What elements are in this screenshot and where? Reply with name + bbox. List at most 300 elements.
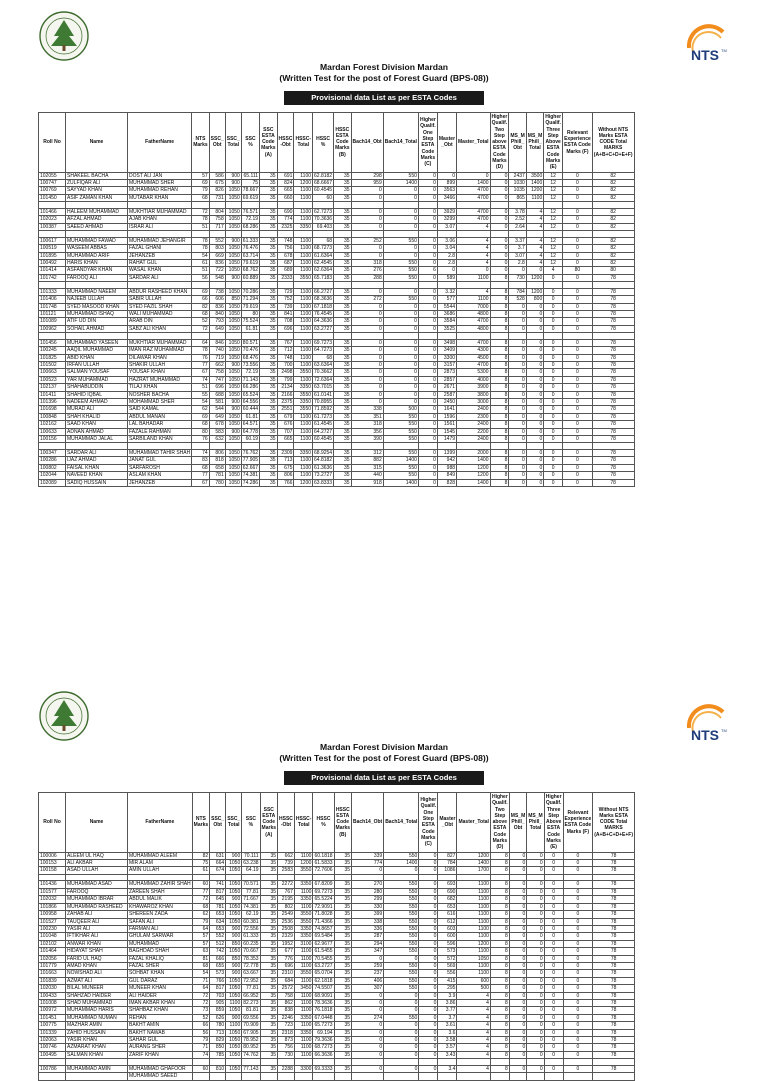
table-cell: 35: [334, 888, 351, 895]
table-cell: 1400: [383, 457, 418, 464]
table-cell: 78: [593, 1007, 635, 1014]
table-cell: 1100: [294, 1037, 313, 1044]
table-cell: 299: [352, 896, 384, 903]
table-cell: [210, 1073, 226, 1080]
table-cell: 74.762: [243, 1051, 259, 1058]
table-cell: 756: [277, 245, 294, 252]
table-cell: 35: [260, 274, 277, 281]
table-cell: 8: [490, 918, 509, 925]
table-cell: 0: [544, 1007, 563, 1014]
column-header: Roll No: [39, 113, 66, 173]
table-cell: 287: [352, 933, 384, 940]
table-cell: 339: [352, 852, 384, 859]
table-cell: 67.1818: [314, 303, 333, 310]
table-cell: 35: [334, 479, 351, 486]
page-2: [0, 680, 768, 1080]
table-cell: 60.381: [243, 918, 259, 925]
table-cell: 78: [192, 216, 209, 223]
table-cell: 68: [313, 237, 334, 244]
table-cell: 959: [351, 180, 383, 187]
table-cell: 1100: [294, 903, 313, 910]
table-cell: MUHAMMAD TAHIR SHAH: [129, 450, 191, 457]
table-cell: 5544: [437, 303, 456, 310]
table-cell: IFTIKHAR ALI: [66, 933, 128, 940]
table-cell: 0: [418, 347, 437, 354]
table-cell: 0: [509, 267, 526, 274]
table-cell: 653: [210, 911, 226, 918]
table-cell: 0: [418, 288, 437, 295]
table-cell: 60.19: [241, 436, 259, 443]
table-cell: 61.3636: [314, 464, 333, 471]
table-cell: 64: [192, 339, 209, 346]
table-cell: 0: [526, 310, 543, 317]
table-cell: 78: [592, 384, 634, 391]
table-cell: 0: [563, 479, 593, 486]
table-cell: 3.61: [438, 1022, 457, 1029]
table-cell: AJAB KHAN: [128, 216, 192, 223]
table-cell: 677: [278, 948, 295, 955]
table-cell: 0: [384, 1065, 419, 1072]
table-cell: 0: [383, 354, 418, 361]
table-cell: 0: [563, 428, 593, 435]
table-cell: 62.6364: [314, 267, 333, 274]
table-cell: 12: [544, 180, 563, 187]
table-cell: 8: [490, 318, 509, 325]
table-cell: 0: [509, 1022, 526, 1029]
table-cell: 35: [334, 369, 351, 376]
table-cell: 0: [544, 325, 563, 332]
table-row: [39, 992, 635, 999]
table-cell: 35: [260, 1044, 277, 1051]
column-header: NTS Marks: [192, 113, 209, 173]
table-cell: 0: [527, 881, 544, 888]
table-cell: 781: [209, 472, 225, 479]
table-cell: 56: [192, 1029, 209, 1036]
table-cell: 8: [490, 903, 509, 910]
table-cell: 1100: [294, 852, 313, 859]
table-cell: 1100: [294, 216, 313, 223]
table-cell: 1050: [225, 369, 241, 376]
table-cell: 35: [260, 252, 277, 259]
table-cell: ABDUL MANAN: [128, 413, 192, 420]
table-cell: 0: [418, 274, 437, 281]
table-cell: 0: [384, 1037, 419, 1044]
table-cell: 0: [351, 223, 383, 230]
table-cell: 1700: [457, 867, 490, 874]
table-cell: 2536: [278, 918, 295, 925]
table-cell: 0: [526, 369, 543, 376]
table-cell: 35: [334, 955, 351, 962]
table-cell: 1100: [294, 187, 313, 194]
table-cell: 0: [509, 361, 526, 368]
table-cell: 0: [527, 1037, 544, 1044]
table-cell: HIDAYAT SHAH: [66, 948, 128, 955]
table-cell: 0: [457, 172, 490, 179]
table-cell: 900: [225, 361, 241, 368]
table-cell: 8: [490, 1029, 509, 1036]
table-cell: 35: [334, 1007, 351, 1014]
table-cell: 758: [209, 369, 225, 376]
group-separator: [39, 443, 635, 450]
table-cell: 836: [209, 303, 225, 310]
table-cell: 634: [210, 918, 226, 925]
table-cell: 0: [563, 347, 593, 354]
table-row: [39, 436, 635, 443]
table-cell: 0: [526, 436, 543, 443]
table-cell: 0: [563, 896, 593, 903]
table-cell: 785: [210, 1051, 226, 1058]
table-cell: 81.81: [242, 1007, 260, 1014]
table-cell: 78: [593, 911, 635, 918]
table-cell: MOHAMMAD SHER: [128, 399, 192, 406]
table-cell: 838: [278, 1007, 295, 1014]
table-cell: 102089: [39, 479, 66, 486]
table-cell: 1200: [526, 274, 543, 281]
table-cell: 0: [383, 361, 418, 368]
table-cell: 0: [526, 450, 543, 457]
table-cell: SHAKEEL BACHA: [66, 172, 128, 179]
table-cell: SYED FAZIL SHAH: [128, 303, 192, 310]
table-cell: 78: [593, 860, 635, 867]
table-cell: 8: [490, 1037, 509, 1044]
table-cell: 78: [593, 962, 635, 969]
table-cell: 0: [563, 369, 593, 376]
table-cell: 8: [490, 1065, 509, 1072]
table-cell: 35: [260, 376, 277, 383]
table-cell: NAJEEB ULLAH: [66, 296, 128, 303]
table-cell: BAKHT NAWAB: [128, 1029, 193, 1036]
table-cell: 0: [418, 172, 437, 179]
column-header: HSSC- Total: [294, 793, 313, 853]
table-cell: 64: [192, 925, 209, 932]
table-cell: 550: [383, 413, 418, 420]
table-cell: 67: [192, 369, 209, 376]
table-cell: 35: [260, 339, 277, 346]
nts-trademark: TM: [721, 48, 727, 53]
table-cell: 73.556: [242, 361, 259, 368]
table-cell: 1100: [294, 339, 313, 346]
table-cell: 77.143: [243, 1065, 259, 1072]
table-cell: 730: [509, 274, 526, 281]
table-cell: 0: [418, 303, 437, 310]
table-cell: 35: [334, 436, 351, 443]
table-cell: 0: [544, 888, 563, 895]
table-cell: ABDUL MALIK: [128, 896, 193, 903]
table-cell: 1100: [294, 376, 313, 383]
table-cell: 78: [593, 970, 635, 977]
table-cell: 288: [351, 274, 383, 281]
table-cell: 0: [563, 977, 593, 984]
table-cell: 696: [277, 325, 294, 332]
table-cell: 8: [490, 1014, 509, 1021]
table-row: [39, 860, 635, 867]
table-cell: FAZAL KHALIQ: [128, 955, 193, 962]
table-cell: 0: [490, 237, 509, 244]
table-cell: 0: [418, 325, 437, 332]
table-cell: 8: [490, 933, 509, 940]
column-header: HSSC -Obt: [277, 113, 294, 173]
table-cell: 0: [352, 1007, 384, 1014]
table-cell: YASIR KHAN: [66, 1037, 128, 1044]
table-cell: 79.619: [242, 259, 259, 266]
table-cell: 252: [351, 237, 383, 244]
table-cell: 550: [384, 985, 419, 992]
table-cell: 0: [418, 259, 437, 266]
table-cell: 0: [383, 187, 418, 194]
table-cell: 8: [490, 999, 509, 1006]
table-cell: 0: [418, 223, 437, 230]
table-cell: 0: [527, 896, 544, 903]
table-cell: 0: [544, 852, 563, 859]
table-cell: [490, 1073, 509, 1080]
table-cell: 100972: [39, 1007, 66, 1014]
table-cell: 77.81: [242, 888, 260, 895]
table-cell: 72.9091: [314, 903, 333, 910]
table-cell: 0: [418, 457, 437, 464]
table-cell: MUHAMMAD: [128, 940, 193, 947]
table-cell: 550: [384, 852, 419, 859]
table-cell: 0: [526, 376, 543, 383]
table-cell: 0: [544, 464, 563, 471]
table-cell: 1100: [294, 245, 313, 252]
table-cell: 1050: [226, 903, 242, 910]
table-row: [39, 999, 635, 1006]
table-cell: 78: [592, 296, 634, 303]
table-cell: [39, 1073, 66, 1080]
table-cell: 0: [563, 1065, 593, 1072]
table-row: [39, 852, 635, 859]
table-cell: 82: [592, 180, 634, 187]
table-cell: 1100: [457, 925, 490, 932]
table-cell: 100006: [39, 852, 66, 859]
table-cell: 0: [563, 1007, 593, 1014]
table-cell: 767: [278, 888, 295, 895]
table-cell: 8: [490, 852, 509, 859]
table-cell: 1100: [294, 1051, 313, 1058]
table-cell: 347: [352, 948, 384, 955]
table-cell: 776: [278, 955, 295, 962]
table-cell: 0: [384, 1022, 419, 1029]
column-header: Roll No: [39, 793, 66, 853]
table-cell: 35: [334, 852, 351, 859]
table-cell: 35: [260, 852, 277, 859]
table-cell: 102023: [39, 216, 66, 223]
table-cell: 78: [592, 428, 634, 435]
document-title: Mardan Forest Division Mardan: [320, 62, 448, 72]
table-cell: 0: [563, 1014, 593, 1021]
table-cell: 70.286: [242, 288, 259, 295]
table-cell: 719: [209, 354, 225, 361]
table-cell: 72.19: [241, 369, 259, 376]
table-cell: 742: [210, 948, 226, 955]
table-cell: 676: [277, 421, 294, 428]
table-cell: 0: [384, 992, 419, 999]
table-cell: 1050: [225, 325, 241, 332]
table-cell: 78: [592, 457, 634, 464]
table-cell: 550: [384, 940, 419, 947]
table-cell: 0: [418, 187, 437, 194]
table-cell: 0: [383, 252, 418, 259]
document-title: Mardan Forest Division Mardan: [320, 742, 448, 752]
table-cell: 78: [192, 237, 209, 244]
table-cell: 827: [438, 852, 457, 859]
table-cell: 35: [334, 881, 351, 888]
table-cell: 35: [334, 325, 351, 332]
table-row: [39, 955, 635, 962]
table-cell: 35: [260, 903, 277, 910]
table-cell: 3.78: [509, 208, 526, 215]
table-cell: 1200: [294, 860, 313, 867]
table-cell: 3.07: [437, 223, 456, 230]
table-cell: 3300: [437, 354, 456, 361]
table-row: [39, 172, 635, 179]
table-cell: 338: [351, 406, 383, 413]
table-cell: 76: [192, 436, 209, 443]
table-row: [39, 274, 635, 281]
table-cell: SAFAN ALI: [128, 918, 193, 925]
table-cell: 803: [209, 245, 225, 252]
table-cell: 0: [419, 1014, 438, 1021]
table-cell: 800: [526, 296, 543, 303]
table-cell: MIR ALAM: [128, 860, 193, 867]
table-cell: 3550: [294, 391, 313, 398]
table-cell: 0: [563, 888, 593, 895]
table-cell: 356: [351, 428, 383, 435]
table-cell: ARAB DIN: [128, 318, 192, 325]
table-cell: 71.4366: [314, 918, 333, 925]
table-cell: ZAHID HUSSAIN: [66, 1029, 128, 1036]
column-header: SSC_ Total: [226, 793, 242, 853]
table-cell: 0: [352, 992, 384, 999]
table-cell: 3.58: [438, 1037, 457, 1044]
table-cell: 0: [544, 992, 563, 999]
table-cell: 0: [563, 1051, 593, 1058]
table-cell: 72: [192, 896, 209, 903]
table-cell: 100387: [39, 223, 66, 230]
table-cell: 78: [593, 948, 635, 955]
table-cell: 1100: [457, 970, 490, 977]
column-header: SSC_ Obt: [209, 113, 225, 173]
table-cell: 0: [527, 1029, 544, 1036]
table-cell: 828: [437, 479, 456, 486]
table-cell: 826: [209, 187, 225, 194]
table-cell: [563, 1073, 593, 1080]
table-cell: 78: [592, 450, 634, 457]
table-cell: 0: [418, 479, 437, 486]
table-cell: 550: [383, 267, 418, 274]
table-cell: 67.8209: [314, 881, 333, 888]
table-cell: 35: [260, 860, 277, 867]
table-cell: 63.714: [242, 252, 259, 259]
table-cell: 0: [563, 962, 593, 969]
nts-logo-text: NTS: [691, 727, 719, 743]
table-cell: 0: [509, 888, 526, 895]
table-cell: 78.353: [243, 955, 259, 962]
table-cell: 1050: [226, 918, 242, 925]
table-cell: 0: [544, 339, 563, 346]
table-cell: MUHAMMAD AMIN: [66, 1065, 128, 1072]
table-cell: 712: [277, 347, 294, 354]
table-cell: 78: [592, 310, 634, 317]
table-cell: 68.9091: [314, 992, 333, 999]
table-cell: 0: [419, 911, 438, 918]
table-cell: 0: [544, 406, 563, 413]
table-cell: 82: [192, 303, 209, 310]
page-gap: [0, 512, 768, 680]
table-cell: 1100: [294, 413, 313, 420]
table-cell: 2551: [277, 406, 294, 413]
table-cell: 0: [418, 391, 437, 398]
table-cell: MUHAMMAD SAEED: [128, 1073, 193, 1080]
table-cell: 0: [544, 1014, 563, 1021]
table-cell: 60.4545: [314, 436, 333, 443]
table-cell: 35: [334, 194, 351, 201]
table-cell: 0: [352, 1022, 384, 1029]
table-cell: 0: [384, 955, 419, 962]
table-cell: 81: [192, 955, 209, 962]
table-cell: 664: [210, 860, 226, 867]
table-cell: 0: [383, 376, 418, 383]
table-cell: 83: [192, 457, 209, 464]
table-cell: 0: [544, 391, 563, 398]
table-cell: 12: [544, 237, 563, 244]
table-cell: 101411: [39, 391, 66, 398]
table-cell: 758: [209, 216, 225, 223]
table-cell: 8: [490, 992, 509, 999]
table-cell: 101839: [39, 977, 66, 984]
table-cell: 0: [563, 852, 593, 859]
table-cell: 0: [563, 999, 593, 1006]
table-row: [39, 354, 635, 361]
table-cell: 8: [490, 296, 509, 303]
table-cell: 35: [334, 464, 351, 471]
table-cell: REHAN: [128, 1014, 193, 1021]
table-cell: 512: [210, 940, 226, 947]
table-cell: 0: [544, 450, 563, 457]
table-cell: LAL BAHADAR: [128, 421, 192, 428]
table-cell: 0: [509, 933, 526, 940]
table-cell: 0: [509, 391, 526, 398]
table-cell: 35: [334, 245, 351, 252]
table-cell: 78: [593, 992, 635, 999]
table-cell: WASAL KHAN: [128, 267, 192, 274]
table-cell: 295: [438, 985, 457, 992]
table-cell: 78: [593, 955, 635, 962]
table-cell: 55: [192, 391, 209, 398]
table-cell: 0: [563, 1037, 593, 1044]
table-cell: 79.3636: [314, 1037, 333, 1044]
table-cell: 784: [509, 288, 526, 295]
table-cell: 72.952: [243, 977, 259, 984]
table-cell: 68: [192, 464, 209, 471]
table-cell: 61.0141: [314, 391, 333, 398]
table-cell: 66.3636: [314, 1051, 333, 1058]
table-cell: 35: [334, 354, 351, 361]
table-cell: 4: [457, 999, 490, 1006]
table-cell: 70.3636: [314, 216, 333, 223]
table-row: [39, 1073, 635, 1080]
table-cell: 315: [351, 464, 383, 471]
table-cell: 0: [527, 860, 544, 867]
table-cell: 78: [592, 464, 634, 471]
table-cell: 57: [192, 940, 209, 947]
table-row: [39, 1014, 635, 1021]
table-cell: 3350: [294, 384, 313, 391]
table-cell: DILAWAR KHAN: [128, 354, 192, 361]
table-cell: 35: [260, 347, 277, 354]
table-cell: MUNEER KHAN: [128, 985, 193, 992]
table-cell: 662: [209, 361, 225, 368]
